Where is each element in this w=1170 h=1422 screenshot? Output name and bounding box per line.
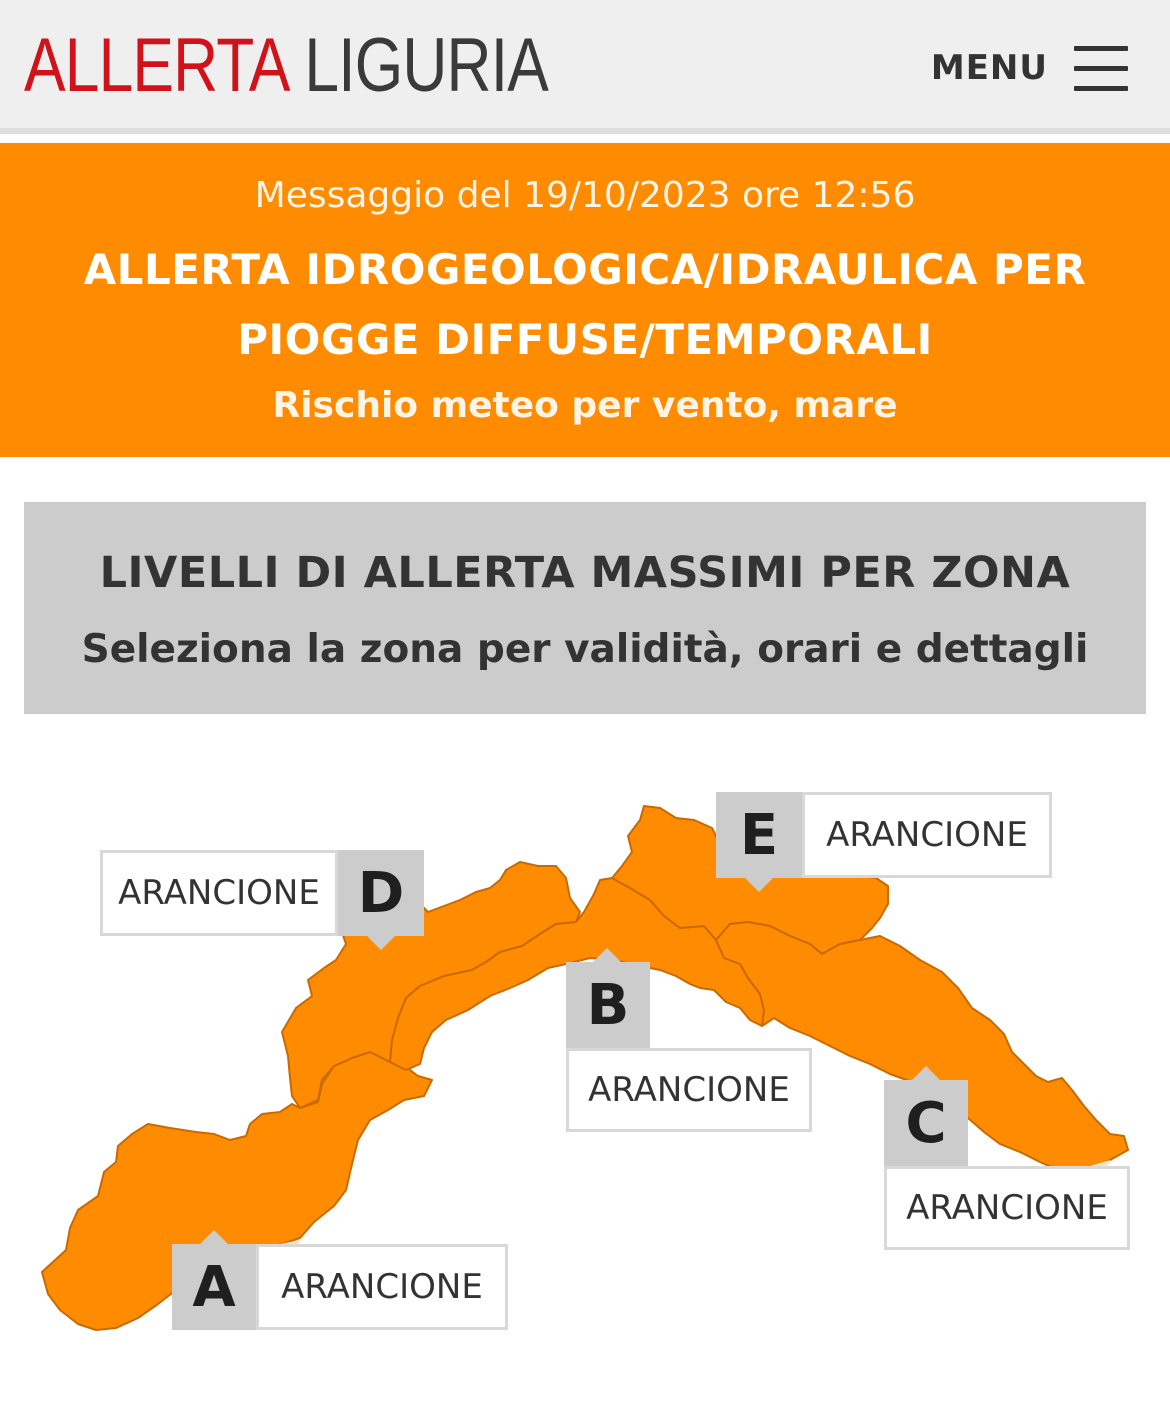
- zone-b-label[interactable]: [566, 962, 812, 1132]
- app-header: [0, 0, 1170, 134]
- zone-c-pointer: [912, 1066, 940, 1080]
- zone-e-label[interactable]: [716, 792, 1052, 878]
- zone-c-level: ARANCIONE: [884, 1166, 1130, 1250]
- logo-liguria: LIGURIA: [304, 23, 548, 108]
- zone-d-letter: D: [338, 850, 424, 936]
- hamburger-icon: [1074, 44, 1128, 92]
- zone-b-level: ARANCIONE: [566, 1048, 812, 1132]
- menu-label: MENU: [930, 48, 1048, 88]
- levels-panel: [24, 502, 1146, 714]
- zone-d-pointer: [367, 936, 395, 950]
- zone-a-label[interactable]: [172, 1244, 508, 1330]
- alert-subtitle: Rischio meteo per vento, mare: [272, 385, 898, 426]
- alert-title: ALLERTA IDROGEOLOGICA/IDRAULICA PER PIOGGE DIFFUSE/TEMPORALI: [83, 245, 1087, 364]
- zone-e-letter: E: [716, 792, 802, 878]
- menu-button[interactable]: [931, 40, 1128, 96]
- message-date: Messaggio del 19/10/2023 ore 12:56: [254, 175, 916, 216]
- logo-allerta: ALLERTA: [24, 23, 290, 108]
- alert-banner: [0, 143, 1170, 457]
- zone-c-label[interactable]: [884, 1080, 1130, 1250]
- zone-d-label[interactable]: [100, 850, 424, 936]
- zone-c-letter: C: [884, 1080, 968, 1166]
- zone-e-level: ARANCIONE: [802, 792, 1052, 878]
- zone-d-level: ARANCIONE: [100, 850, 338, 936]
- zone-b-pointer: [593, 948, 621, 962]
- levels-heading: LIVELLI DI ALLERTA MASSIMI PER ZONA: [99, 548, 1071, 598]
- zone-a-letter: A: [172, 1244, 256, 1330]
- zone-a-pointer: [200, 1230, 228, 1244]
- zone-e-pointer: [745, 878, 773, 892]
- allerta-liguria-logo[interactable]: [24, 23, 548, 108]
- zone-a-level: ARANCIONE: [256, 1244, 508, 1330]
- zone-b-letter: B: [566, 962, 650, 1048]
- levels-instruction: Seleziona la zona per validità, orari e dettagli: [81, 627, 1089, 672]
